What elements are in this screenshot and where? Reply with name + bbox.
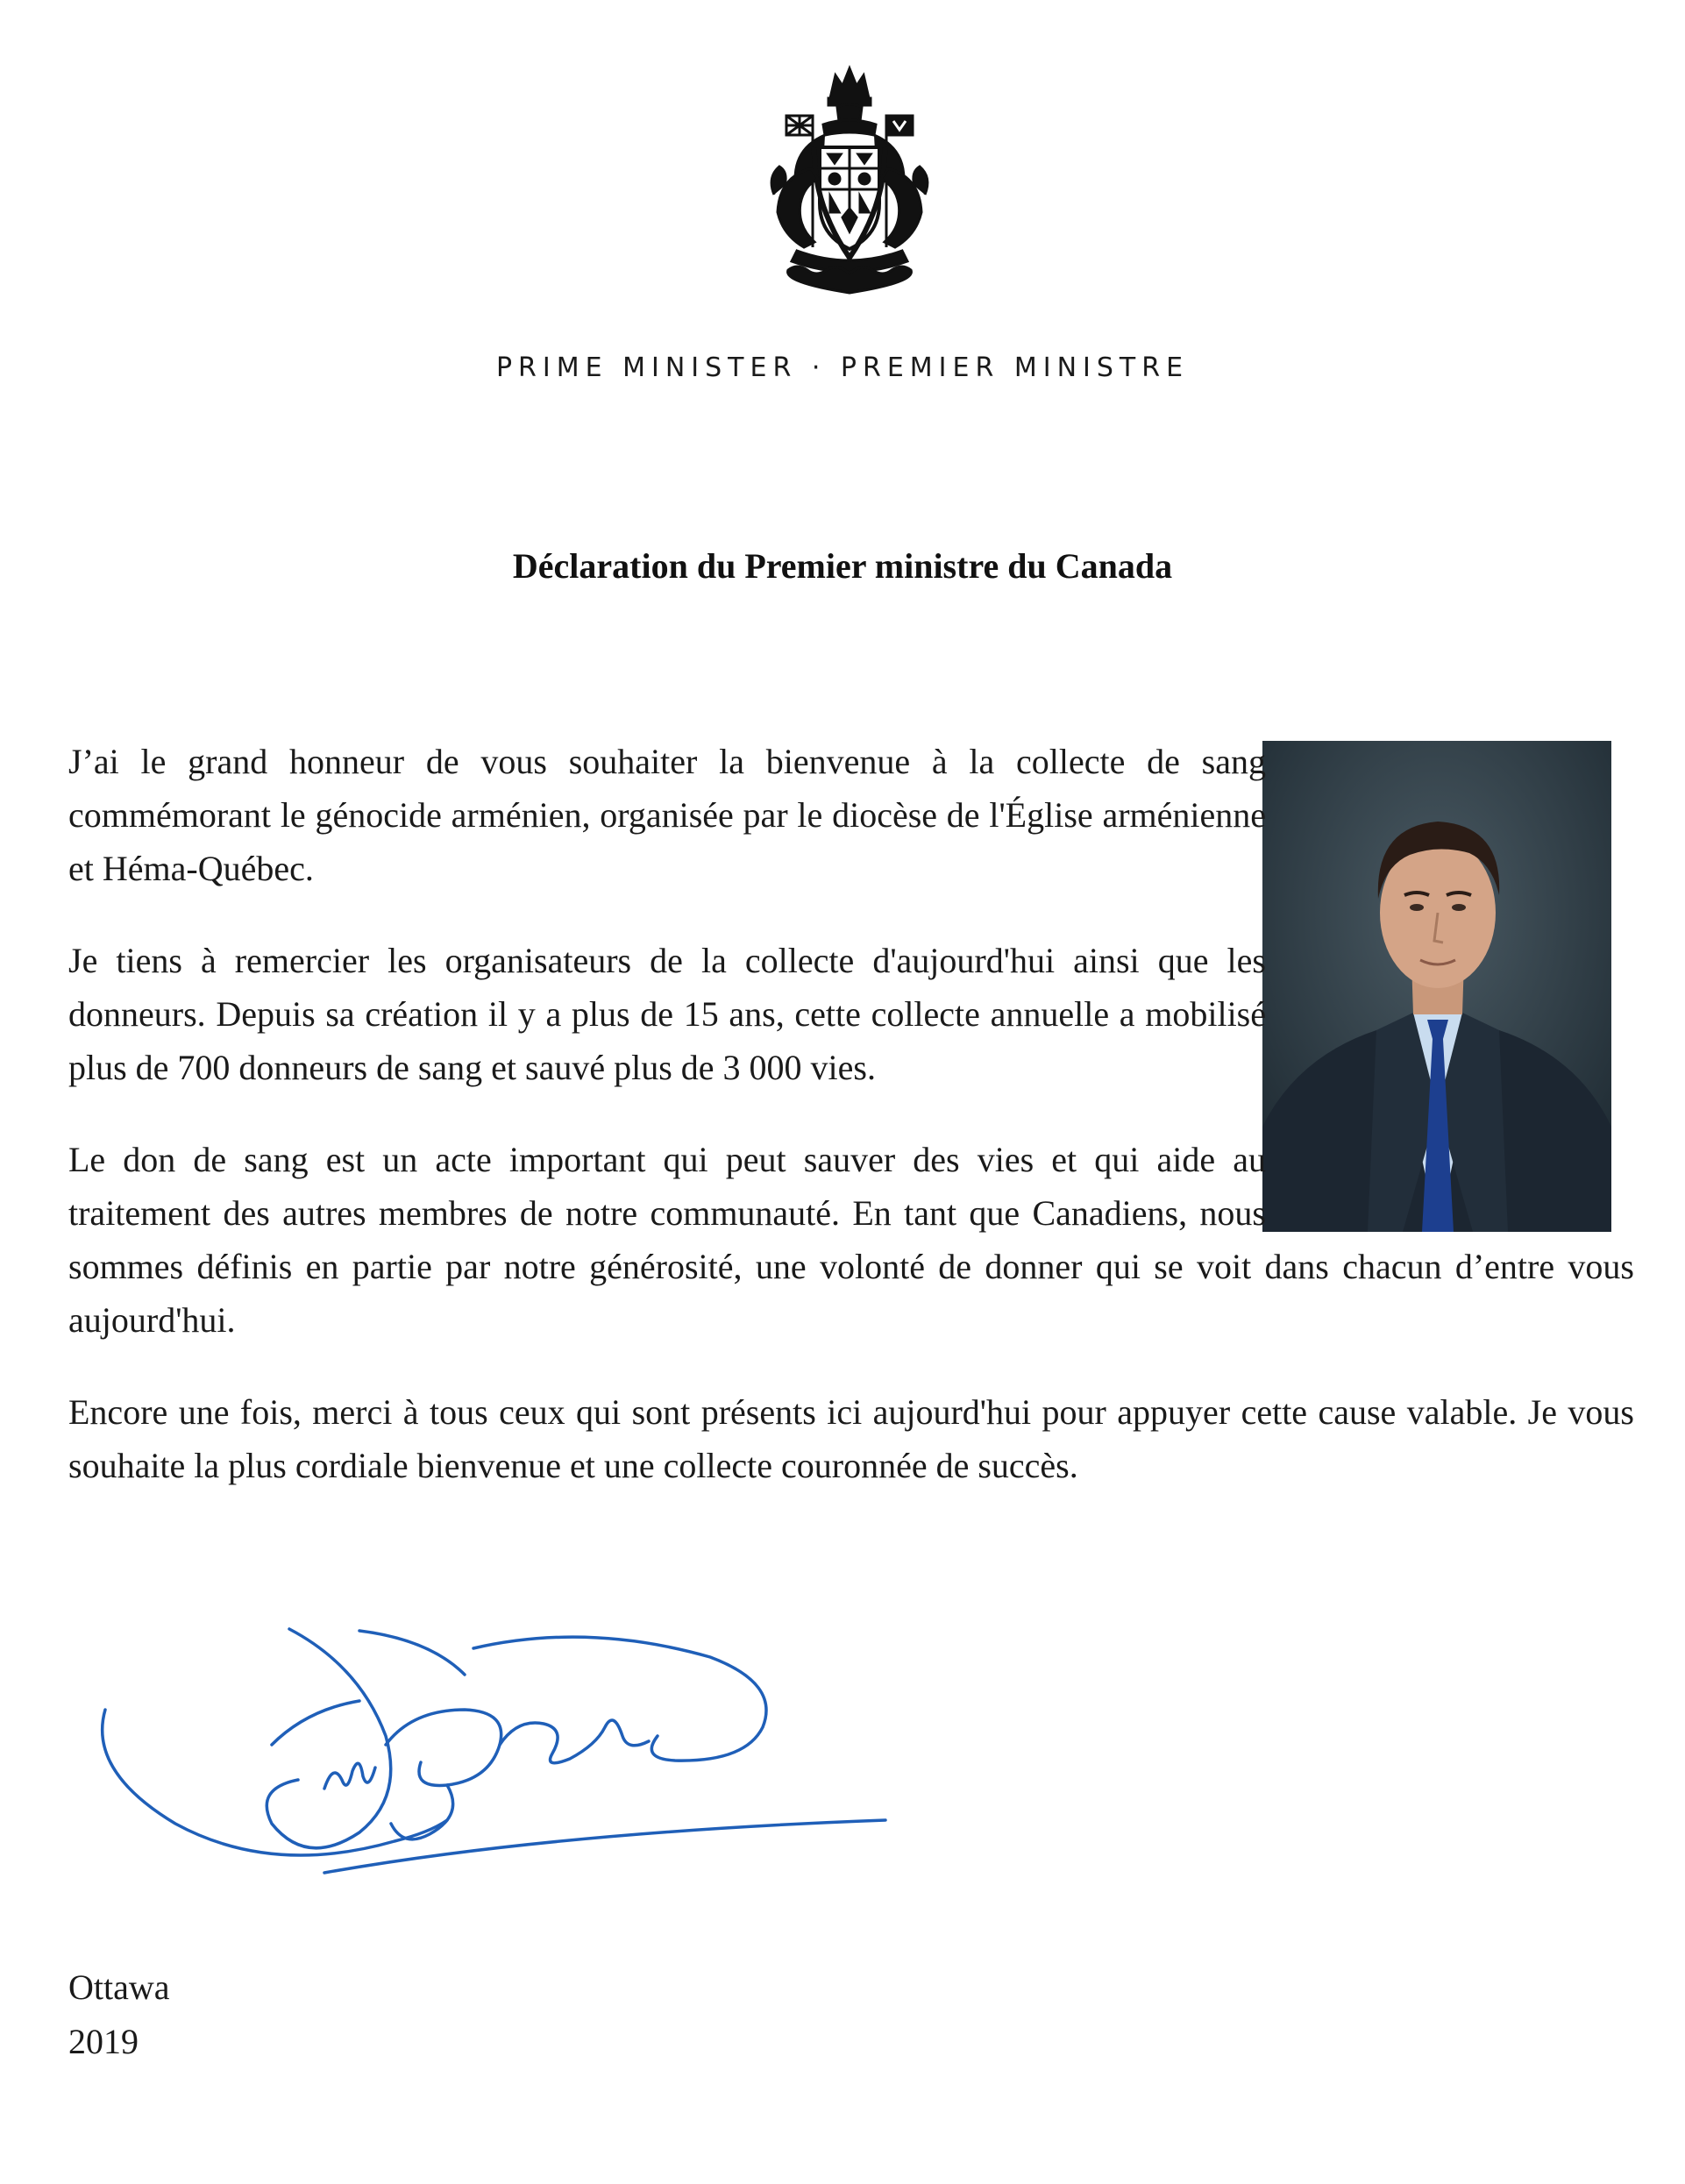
paragraph-blood-donation: Le don de sang est un acte important qui peut sauver des vies et qui aide au traitement des autres membres de notre communauté. En tant que Canadiens, nous sommes définis en partie par notre générosité, une volonté de donner qui se voit dans chacun d’entre vous aujourd'hui.	[68, 1140, 1634, 1340]
paragraph-thanks: Je tiens à remercier les organisateurs de la collecte d'aujourd'hui ainsi que les donneurs. Depuis sa création il y a plus de 15 ans, cette collecte annuelle a mobilisé plus de 700 donneurs de sang et sauvé plus de 3 000 vies.	[68, 941, 1266, 1087]
photo-spacer	[1266, 735, 1634, 1224]
paragraph-closing: Encore une fois, merci à tous ceux qui sont présents ici aujourd'hui pour appuyer cette cause valable. Je vous souhaite la plus cordiale bienvenue et une collecte couronnée de succès.	[68, 1392, 1634, 1485]
year: 2019	[68, 2022, 139, 2061]
office-title: PRIME MINISTER · PREMIER MINISTRE	[495, 352, 1190, 383]
place-and-year	[68, 1960, 170, 2069]
place: Ottawa	[68, 1967, 170, 2007]
document-title: Déclaration du Premier ministre du Canada	[512, 546, 1173, 586]
coat-of-arms-icon	[762, 63, 937, 300]
signature	[96, 1613, 903, 1903]
statement-body	[68, 735, 1634, 1531]
paragraph-welcome: J’ai le grand honneur de vous souhaiter la bienvenue à la collecte de sang commémorant le génocide arménien, organisée par le diocèse de l'Église arménienne et Héma-Québec.	[68, 742, 1266, 888]
